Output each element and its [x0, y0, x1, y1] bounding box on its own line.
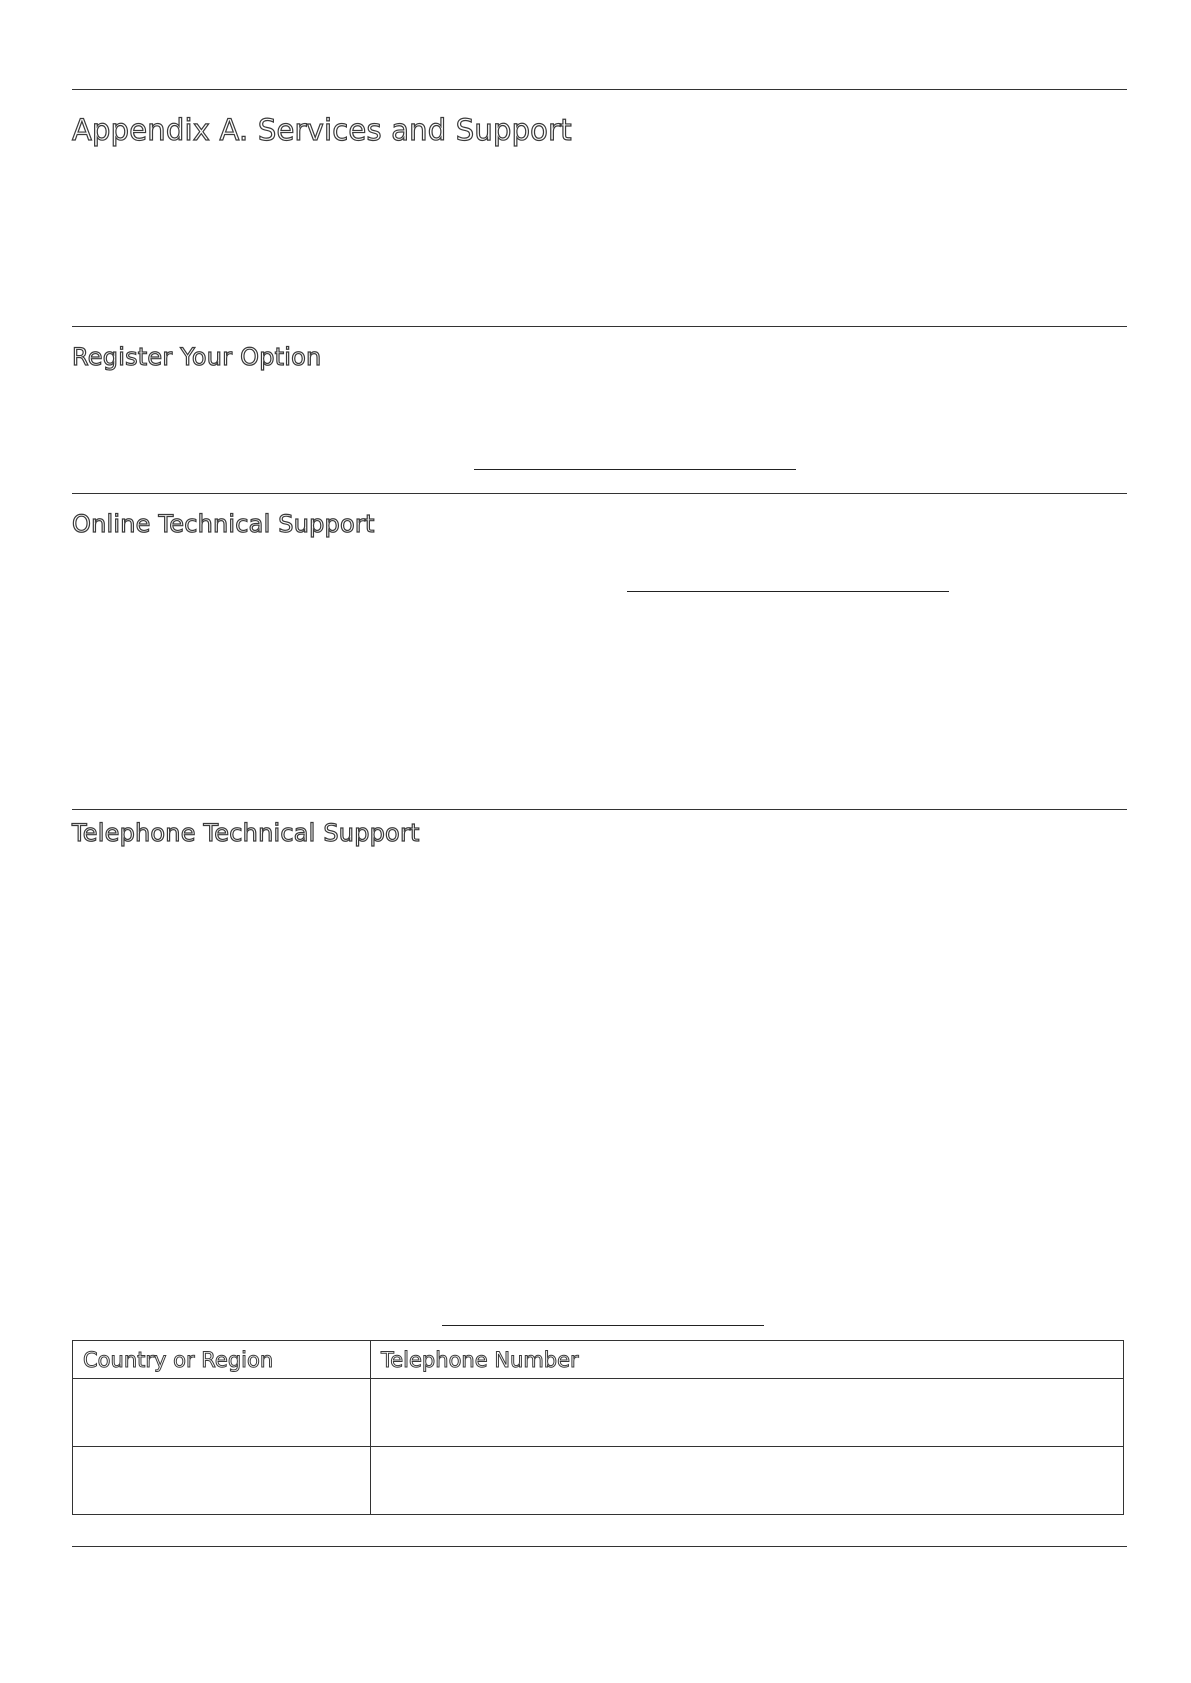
bottom-rule [72, 1546, 1127, 1547]
column-header-country: Country or Region [73, 1341, 371, 1379]
section-rule-telephone [72, 809, 1127, 810]
register-link[interactable] [474, 469, 796, 470]
section-rule-online [72, 493, 1127, 494]
phone-list-link[interactable] [442, 1325, 764, 1326]
column-header-telephone: Telephone Number [371, 1341, 1124, 1379]
top-rule [72, 89, 1127, 90]
table-header-row [73, 1341, 1124, 1379]
section-heading-register: Register Your Option [72, 343, 322, 371]
section-heading-online: Online Technical Support [72, 510, 375, 538]
table-cell-country [73, 1447, 371, 1515]
table-row [73, 1379, 1124, 1447]
section-heading-telephone: Telephone Technical Support [72, 819, 420, 847]
table-row [73, 1447, 1124, 1515]
online-support-link[interactable] [627, 591, 949, 592]
table-cell-telephone [371, 1447, 1124, 1515]
section-rule-register [72, 326, 1127, 327]
phone-table [72, 1340, 1124, 1515]
table-cell-telephone [371, 1379, 1124, 1447]
table-cell-country [73, 1379, 371, 1447]
page-title: Appendix A. Services and Support [72, 113, 572, 147]
